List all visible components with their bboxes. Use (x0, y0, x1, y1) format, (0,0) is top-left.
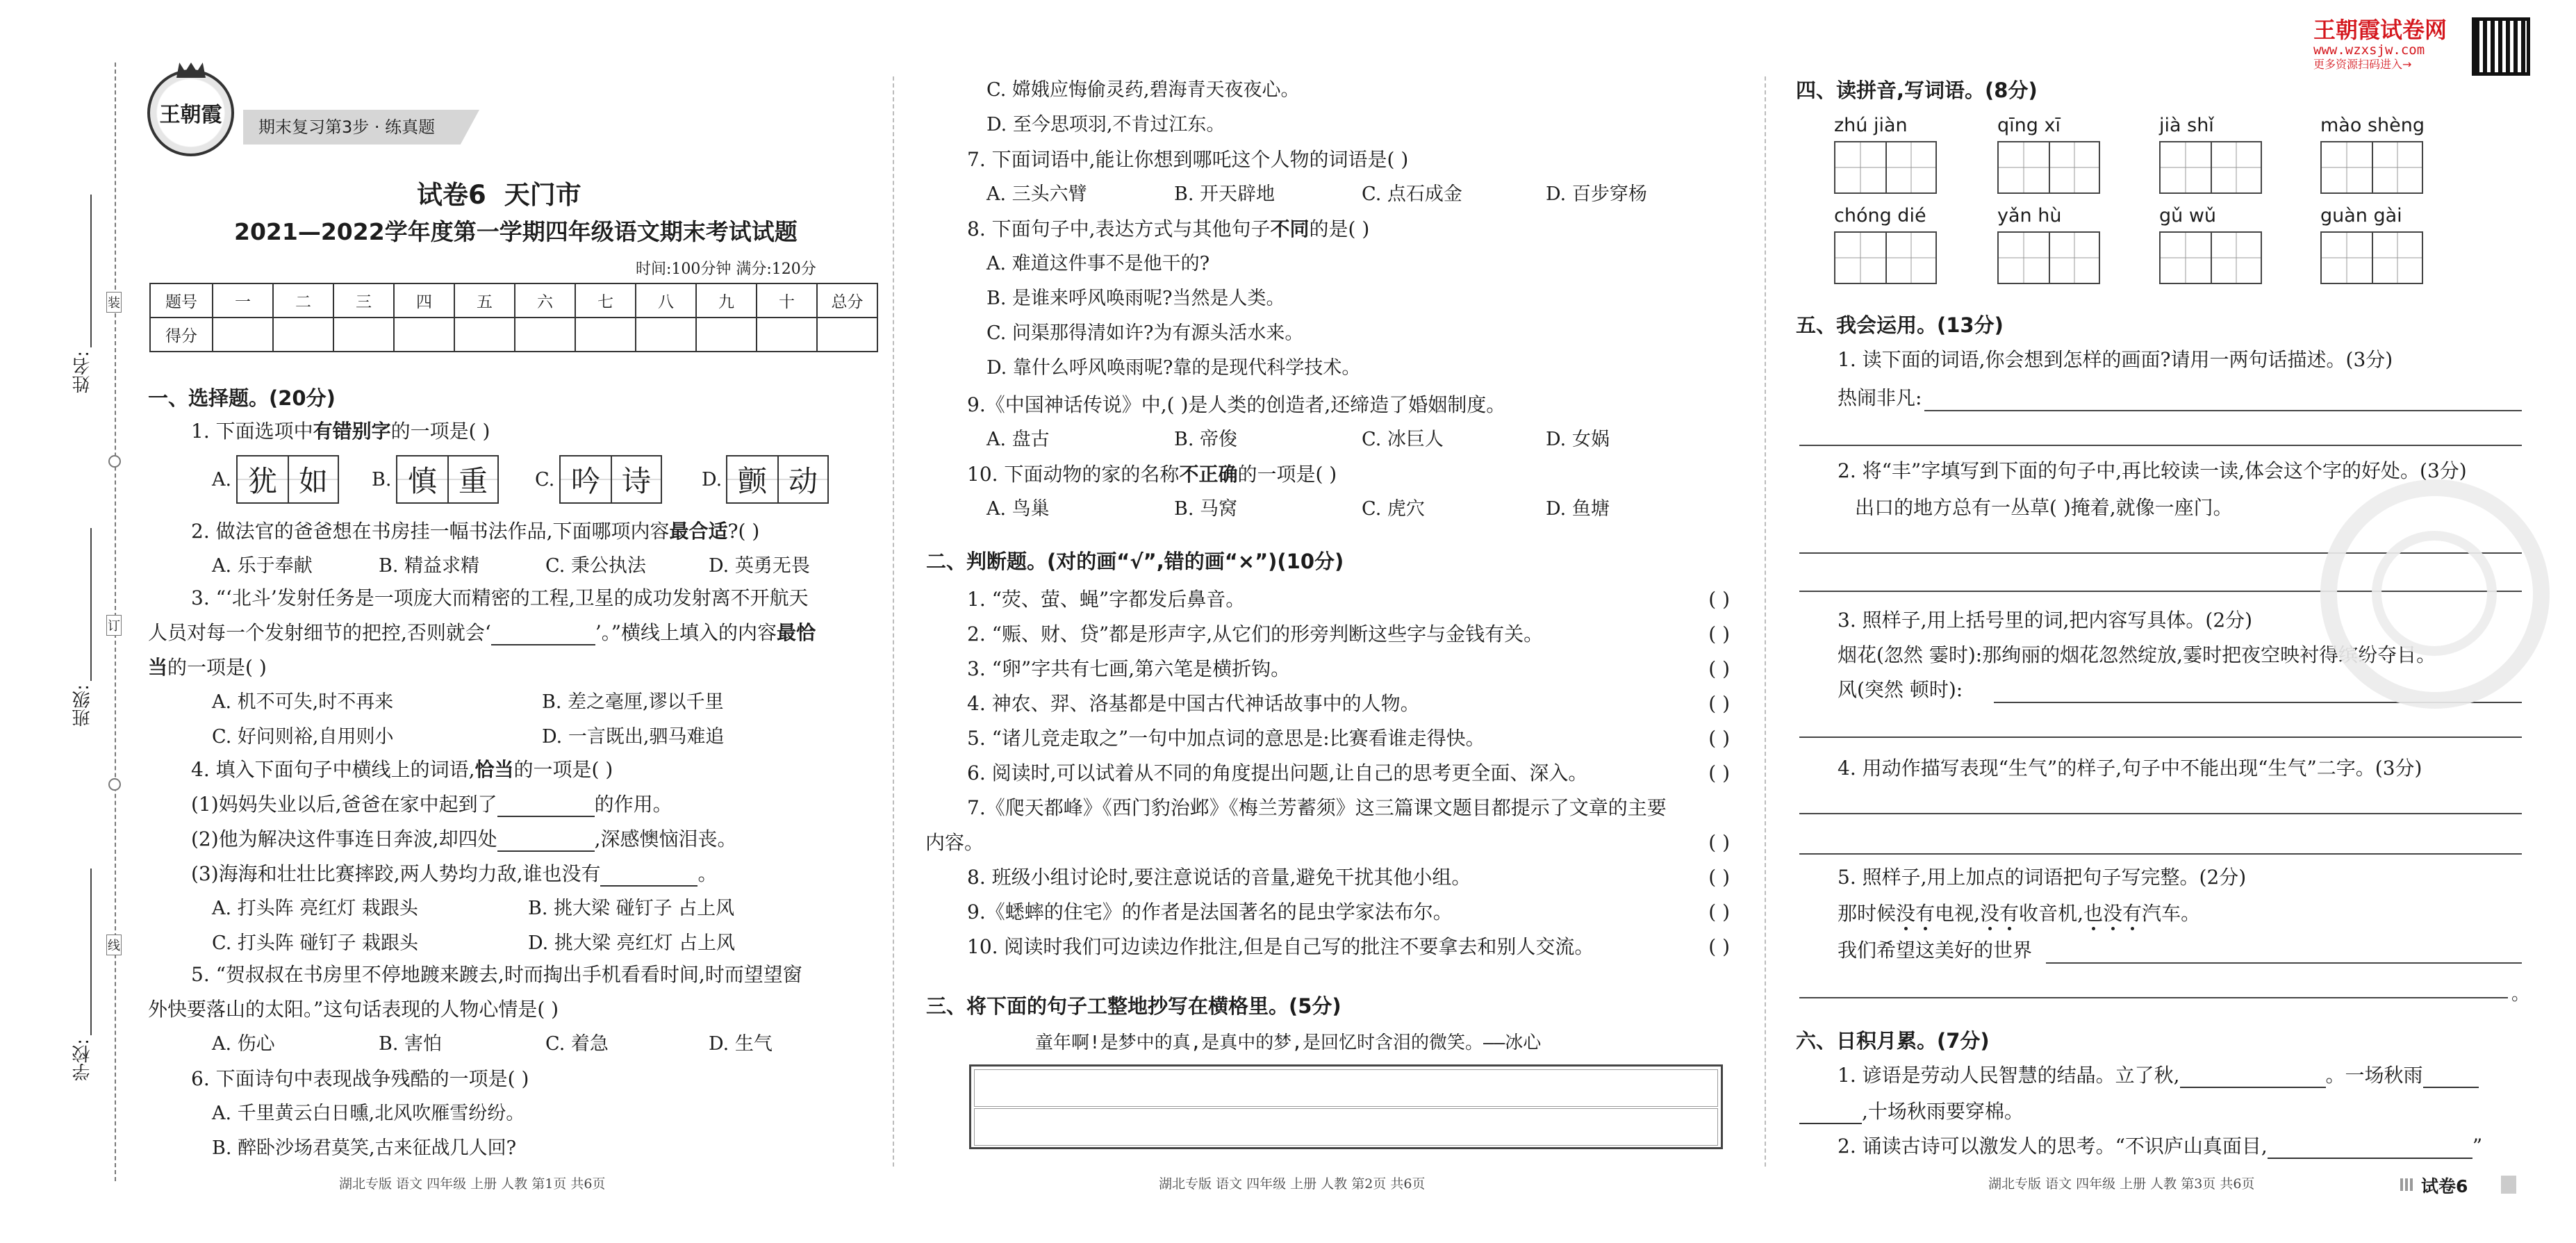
judge-list (925, 0, 1730, 1014)
copy-writing-box[interactable] (969, 1064, 1723, 1149)
word-char: 颤 (727, 456, 777, 502)
accumulate-question-1-line-2: ,十场秋雨要穿棉。 (1799, 1099, 2024, 1124)
site-brand-name: 王朝霞试卷网 (2313, 17, 2447, 43)
question-4-sub-1: (1)妈妈失业以后,爸爸在家中起到了 的作用。 (191, 793, 672, 816)
grid-cell (2161, 142, 2211, 192)
apply-question-2-sentence: 出口的地方总有一丛草( )掩着,就像一座门。 (1855, 496, 2233, 519)
judge-item-7-cont: 内容。 (925, 831, 984, 854)
accumulate-blank-4[interactable] (2268, 1139, 2472, 1159)
qr-code-icon[interactable] (2472, 17, 2530, 76)
question-1-word-box[interactable] (396, 455, 499, 504)
word-char: 动 (777, 456, 827, 502)
apply-question-1-prompt: 热闹非凡: (1838, 386, 1922, 409)
question-1-option-label[interactable]: B. (372, 469, 392, 491)
binding-mark-zhuang: 装 (106, 292, 122, 313)
grid-cell (1885, 142, 1935, 192)
grid-cell (2211, 233, 2261, 283)
judge-answer-box[interactable]: ( ) (1708, 866, 1730, 889)
question-4-sub-3: (3)海海和壮壮比赛摔跤,两人势均力敌,谁也没有 。 (191, 862, 718, 885)
judge-item: 6. 阅读时,可以试着从不同的角度提出问题,让自己的思考更全面、深入。 (967, 762, 1588, 784)
question-7-option-a[interactable]: A. 三头六臂 (986, 183, 1087, 205)
pinyin-writing-grid[interactable] (1834, 141, 1937, 194)
name-line (90, 195, 92, 347)
score-input-cell[interactable] (273, 318, 333, 352)
accumulate-blank-3[interactable] (1799, 1105, 1862, 1124)
apply-question-3: 3. 照样子,用上括号里的词,把内容写具体。(2分) (1838, 609, 2253, 632)
circle-icon (108, 455, 121, 468)
question-1-word-box[interactable] (236, 455, 339, 504)
judge-answer-box[interactable]: ( ) (1708, 935, 1730, 958)
apply-question-1: 1. 读下面的词语,你会想到怎样的画面?请用一两句话描述。(3分) (1838, 348, 2393, 371)
apply-question-4: 4. 用动作描写表现“生气”的样子,句子中不能出现“生气”二字。(3分) (1838, 757, 2422, 780)
pinyin-writing-grid[interactable] (2159, 141, 2262, 194)
question-3-option-c[interactable]: C. 好问则裕,自用则小 (212, 726, 394, 748)
accumulate-question-2: 2. 诵读古诗可以激发人的思考。“不识庐山真面目, ” (1838, 1135, 2483, 1158)
school-line (90, 869, 92, 1035)
judge-item: 2. “赈、财、贷”都是形声字,从它们的形旁判断这些字与金钱有关。 (967, 623, 1544, 645)
word-char: 犹 (238, 456, 288, 502)
judge-item: 1. “荧、萤、蝇”字都发后鼻音。 (967, 588, 1246, 611)
seal-watermark (2320, 479, 2550, 709)
quote-text: 童年啊!是梦中的真,是真中的梦,是回忆时含泪的微笑。——冰心 (1035, 1032, 1542, 1053)
pinyin-text: qīng xī (1997, 115, 2061, 136)
pinyin-text: yǎn hù (1997, 205, 2062, 227)
question-3-option-a[interactable]: A. 机不可失,时不再来 (212, 691, 394, 713)
grid-cell (2049, 233, 2099, 283)
pinyin-writing-grid[interactable] (1997, 231, 2100, 284)
score-header-cell: 九 (696, 283, 757, 318)
question-6-option-d[interactable]: D. 至今思项羽,不肯过江东。 (986, 114, 1225, 135)
question-8: 8. 下面句子中,表达方式与其他句子不同的是( ) (967, 217, 1370, 240)
exam-title: 2021—2022学年度第一学期四年级语文期末考试试题 (234, 218, 798, 245)
question-2-option-d[interactable]: D. 英勇无畏 (709, 555, 810, 577)
pinyin-writing-grid[interactable] (2320, 231, 2423, 284)
footer-square-icon (2400, 1178, 2413, 1191)
pinyin-text: guàn gài (2320, 205, 2402, 227)
pinyin-text: chóng dié (1834, 205, 1926, 227)
score-header-cell: 六 (515, 283, 575, 318)
question-8-option-b[interactable]: B. 是谁来呼风唤雨呢?当然是人类。 (986, 288, 1285, 309)
answer-line[interactable] (1924, 410, 2522, 411)
exam-number: 试卷6 天门市 (417, 180, 581, 210)
question-5-option-a[interactable]: A. 伤心 (212, 1033, 275, 1055)
judge-item: 4. 神农、羿、洛基都是中国古代神话故事中的人物。 (967, 692, 1420, 715)
footer-exam-tag: 试卷6 (2421, 1176, 2468, 1196)
section-5-title: 五、我会运用。(13分) (1796, 313, 2004, 337)
question-1-option-label[interactable]: D. (702, 469, 723, 491)
pinyin-writing-grid[interactable] (1834, 231, 1937, 284)
page-divider (893, 76, 894, 1167)
period-mark: 。 (2511, 984, 2530, 1005)
brand-logo (147, 69, 234, 156)
grid-cell (2372, 233, 2422, 283)
question-3-line-2: 人员对每一个发射细节的把控,否则就会‘ ’。”横线上填入的内容最恰 (148, 621, 816, 644)
grid-cell (2211, 142, 2261, 192)
school-label: 学校: (72, 1039, 93, 1081)
word-char: 吟 (561, 456, 611, 502)
score-input-cell[interactable] (333, 318, 394, 352)
score-input-cell[interactable] (454, 318, 515, 352)
score-input-cell[interactable] (757, 318, 817, 352)
question-4: 4. 填入下面句子中横线上的词语,恰当的一项是( ) (191, 758, 613, 781)
judge-item: 5. “诸儿竞走取之”一句中加点词的意思是:比赛看谁走得快。 (967, 727, 1485, 750)
judge-answer-box[interactable]: ( ) (1708, 588, 1730, 611)
score-header-cell: 总分 (817, 283, 877, 318)
name-label: 姓名: (72, 351, 93, 393)
question-4-blank-2[interactable] (497, 832, 595, 852)
grid-cell (1999, 142, 2049, 192)
score-input-cell[interactable] (817, 318, 877, 352)
binding-mark-xian: 线 (106, 935, 122, 955)
word-char: 诗 (611, 456, 661, 502)
question-1-word-box[interactable] (726, 455, 829, 504)
judge-item: 8. 班级小组讨论时,要注意说话的音量,避免干扰其他小组。 (967, 866, 1471, 889)
question-10-option-b[interactable]: B. 马窝 (1174, 498, 1238, 520)
score-input-cell[interactable] (575, 318, 636, 352)
pinyin-text: gǔ wǔ (2159, 205, 2217, 227)
grid-cell (1835, 233, 1885, 283)
apply-question-5: 5. 照样子,用上加点的词语把句子写完整。(2分) (1838, 866, 2247, 889)
judge-answer-box[interactable]: ( ) (1708, 623, 1730, 645)
question-7-option-b[interactable]: B. 开天辟地 (1174, 183, 1275, 205)
question-8-option-d[interactable]: D. 靠什么呼风唤雨呢?靠的是现代科学技术。 (986, 357, 1361, 379)
judge-answer-box[interactable]: ( ) (1708, 900, 1730, 923)
question-6: 6. 下面诗句中表现战争残酷的一项是( ) (191, 1067, 529, 1090)
section-6-title: 六、日积月累。(7分) (1796, 1029, 1990, 1053)
question-1-option-label[interactable]: C. (535, 469, 555, 491)
question-4-option-c[interactable]: C. 打头阵 碰钉子 栽跟头 (212, 932, 419, 954)
question-3-blank[interactable] (491, 626, 595, 645)
score-header-cell: 四 (394, 283, 454, 318)
question-8-option-a[interactable]: A. 难道这件事不是他干的? (986, 253, 1210, 274)
accumulate-question-1: 1. 谚语是劳动人民智慧的结晶。立了秋, 。一场秋雨 (1838, 1063, 2479, 1088)
answer-line[interactable] (1799, 736, 2522, 738)
question-3-line-1: 3. “‘北斗’发射任务是一项庞大而精密的工程,卫星的成功发射离不开航天 (191, 586, 809, 609)
question-4-sub-2: (2)他为解决这件事连日奔波,却四处 ,深感懊恼泪丧。 (191, 828, 737, 850)
site-note: 更多资源扫码进入→ (2313, 58, 2412, 71)
score-input-cell[interactable] (696, 318, 757, 352)
score-input-cell[interactable] (636, 318, 696, 352)
answer-line[interactable] (2046, 962, 2522, 964)
question-9-option-b[interactable]: B. 帝俊 (1174, 429, 1238, 450)
question-4-option-d[interactable]: D. 挑大梁 亮红灯 占上风 (528, 932, 736, 954)
grid-cell (2322, 233, 2372, 283)
class-line (90, 528, 92, 681)
judge-answer-box[interactable]: ( ) (1708, 657, 1730, 680)
apply-question-2: 2. 将“丰”字填写到下面的句子中,再比较读一读,体会这个字的好处。(3分) (1838, 459, 2467, 482)
score-header-cell: 七 (575, 283, 636, 318)
section-2-title: 二、判断题。(对的画“√”,错的画“×”)(10分) (926, 550, 1344, 573)
apply-question-5-prompt: 我们希望这美好的世界 (1838, 939, 2033, 962)
exam-city: 天门市 (504, 180, 581, 210)
question-10-option-d[interactable]: D. 鱼塘 (1546, 498, 1610, 520)
question-7: 7. 下面词语中,能让你想到哪吒这个人物的词语是( ) (967, 148, 1409, 171)
time-score: 时间:100分钟 满分:120分 (636, 261, 816, 278)
question-4-blank-1[interactable] (497, 798, 595, 817)
apply-question-5-example: 那时候没有电视,没有收音机,也没有汽车。 (1838, 902, 2201, 925)
score-header-cell: 二 (273, 283, 333, 318)
score-header-cell: 十 (757, 283, 817, 318)
question-2: 2. 做法官的爸爸想在书房挂一幅书法作品,下面哪项内容最合适?( ) (191, 520, 760, 543)
logo-crown-icon (176, 63, 206, 78)
question-5-option-b[interactable]: B. 害怕 (379, 1033, 443, 1055)
question-4-option-b[interactable]: B. 挑大梁 碰钉子 占上风 (528, 898, 735, 919)
question-8-option-c[interactable]: C. 问渠那得清如许?为有源头活水来。 (986, 322, 1304, 344)
question-9-option-a[interactable]: A. 盘古 (986, 429, 1050, 450)
question-1: 1. 下面选项中有错别字的一项是( ) (191, 420, 490, 443)
judge-answer-box[interactable]: ( ) (1708, 762, 1730, 784)
question-9-option-d[interactable]: D. 女娲 (1546, 429, 1610, 450)
apply-question-3-example: 烟花(忽然 霎时):那绚丽的烟花忽然绽放,霎时把夜空映衬得缤纷夺目。 (1838, 643, 2436, 666)
question-10: 10. 下面动物的家的名称不正确的一项是( ) (967, 463, 1337, 486)
question-3-line-3: 当的一项是( ) (148, 656, 267, 679)
question-7-option-c[interactable]: C. 点石成金 (1362, 183, 1462, 205)
grid-cell (2161, 233, 2211, 283)
judge-item: 10. 阅读时我们可边读边作批注,但是自己写的批注不要拿去和别人交流。 (967, 935, 1594, 958)
pinyin-text: mào shèng (2320, 115, 2425, 136)
pinyin-writing-grid[interactable] (1997, 141, 2100, 194)
score-input-cell[interactable] (515, 318, 575, 352)
page-3-footer: 湖北专版 语文 四年级 上册 人教 第3页 共6页 (1988, 1176, 2255, 1192)
footer-tag-bar (2501, 1176, 2516, 1194)
step-banner: 期末复习第3步 · 练真题 (258, 117, 436, 137)
question-2-option-c[interactable]: C. 秉公执法 (545, 555, 646, 577)
grid-cell (2322, 142, 2372, 192)
answer-line[interactable] (1799, 997, 2508, 998)
question-3-option-b[interactable]: B. 差之毫厘,谬以千里 (542, 691, 724, 713)
grid-cell (2049, 142, 2099, 192)
apply-question-3-prompt: 风(突然 顿时): (1838, 678, 1963, 701)
grid-cell (1885, 233, 1935, 283)
accumulate-blank-1[interactable] (2180, 1069, 2326, 1088)
score-header-cell: 八 (636, 283, 696, 318)
word-char: 慎 (397, 456, 447, 502)
question-7-option-d[interactable]: D. 百步穿杨 (1546, 183, 1647, 205)
answer-line[interactable] (1799, 813, 2522, 814)
section-1-title: 一、选择题。(20分) (148, 386, 336, 410)
question-6-option-a[interactable]: A. 千里黄云白日曛,北风吹雁雪纷纷。 (212, 1103, 525, 1124)
judge-answer-box[interactable]: ( ) (1708, 727, 1730, 750)
question-3-option-d[interactable]: D. 一言既出,驷马难追 (542, 726, 725, 748)
score-row-label: 得分 (150, 318, 213, 352)
section-3-title: 三、将下面的句子工整地抄写在横格里。(5分) (926, 994, 1341, 1018)
circle-icon (108, 778, 121, 791)
score-header-cell: 五 (454, 283, 515, 318)
question-5-option-c[interactable]: C. 着急 (545, 1033, 609, 1055)
question-4-blank-3[interactable] (600, 867, 697, 887)
score-input-cell[interactable] (213, 318, 273, 352)
grid-cell (1835, 142, 1885, 192)
copy-writing-row (974, 1108, 1718, 1146)
question-5-option-d[interactable]: D. 生气 (709, 1033, 773, 1055)
site-brand (2313, 17, 2447, 72)
question-2-option-a[interactable]: A. 乐于奉献 (212, 555, 313, 577)
grid-cell (2372, 142, 2422, 192)
score-table (149, 283, 878, 352)
question-1-word-box[interactable] (559, 455, 662, 504)
question-4-option-a[interactable]: A. 打头阵 亮红灯 栽跟头 (212, 898, 418, 919)
score-header-cell: 三 (333, 283, 394, 318)
pinyin-text: zhú jiàn (1834, 115, 1908, 136)
answer-line[interactable] (1799, 853, 2522, 855)
word-char: 重 (447, 456, 497, 502)
question-5-line-1: 5. “贺叔叔在书房里不停地踱来踱去,时而掏出手机看看时间,时而望望窗 (191, 963, 802, 986)
pinyin-writing-grid[interactable] (2159, 231, 2262, 284)
pinyin-text: jià shǐ (2159, 115, 2214, 136)
page-2-footer: 湖北专版 语文 四年级 上册 人教 第2页 共6页 (1159, 1176, 1426, 1192)
question-5-line-2: 外快要落山的太阳。”这句话表现的人物心情是( ) (148, 998, 559, 1021)
binding-mark-ding: 订 (106, 615, 122, 636)
page-1-footer: 湖北专版 语文 四年级 上册 人教 第1页 共6页 (339, 1176, 606, 1192)
site-url[interactable]: www.wzxsjw.com (2313, 42, 2425, 58)
judge-answer-box[interactable]: ( ) (1708, 831, 1730, 854)
question-9: 9.《中国神话传说》中,( )是人类的创造者,还缔造了婚姻制度。 (967, 393, 1506, 416)
question-10-option-c[interactable]: C. 虎穴 (1362, 498, 1425, 520)
score-header-cell: 一 (213, 283, 273, 318)
copy-writing-row (974, 1069, 1718, 1107)
question-10-option-a[interactable]: A. 鸟巢 (986, 498, 1050, 520)
answer-line[interactable] (1799, 445, 2522, 446)
logo-text: 王朝霞 (159, 103, 222, 127)
score-header-cell: 题号 (150, 283, 213, 318)
question-2-option-b[interactable]: B. 精益求精 (379, 555, 480, 577)
question-6-option-b[interactable]: B. 醉卧沙场君莫笑,古来征战几人回? (212, 1137, 517, 1159)
grid-cell (1999, 233, 2049, 283)
page-divider (1765, 76, 1766, 1167)
question-6-option-c[interactable]: C. 嫦娥应悔偷灵药,碧海青天夜夜心。 (986, 79, 1300, 101)
class-label: 班级: (72, 684, 93, 727)
section-4-title: 四、读拼音,写词语。(8分) (1796, 79, 2038, 102)
question-9-option-c[interactable]: C. 冰巨人 (1362, 429, 1444, 450)
accumulate-blank-2[interactable] (2423, 1069, 2479, 1088)
judge-item: 7.《爬天都峰》《西门豹治邺》《梅兰芳蓄须》这三篇课文题目都提示了文章的主要 (967, 796, 1667, 819)
question-1-option-label[interactable]: A. (212, 469, 232, 491)
word-char: 如 (288, 456, 338, 502)
judge-answer-box[interactable]: ( ) (1708, 692, 1730, 715)
judge-item: 3. “卵”字共有七画,第六笔是横折钩。 (967, 657, 1291, 680)
judge-item: 9.《蟋蟀的住宅》的作者是法国著名的昆虫学家法布尔。 (967, 900, 1453, 923)
score-input-cell[interactable] (394, 318, 454, 352)
pinyin-writing-grid[interactable] (2320, 141, 2423, 194)
